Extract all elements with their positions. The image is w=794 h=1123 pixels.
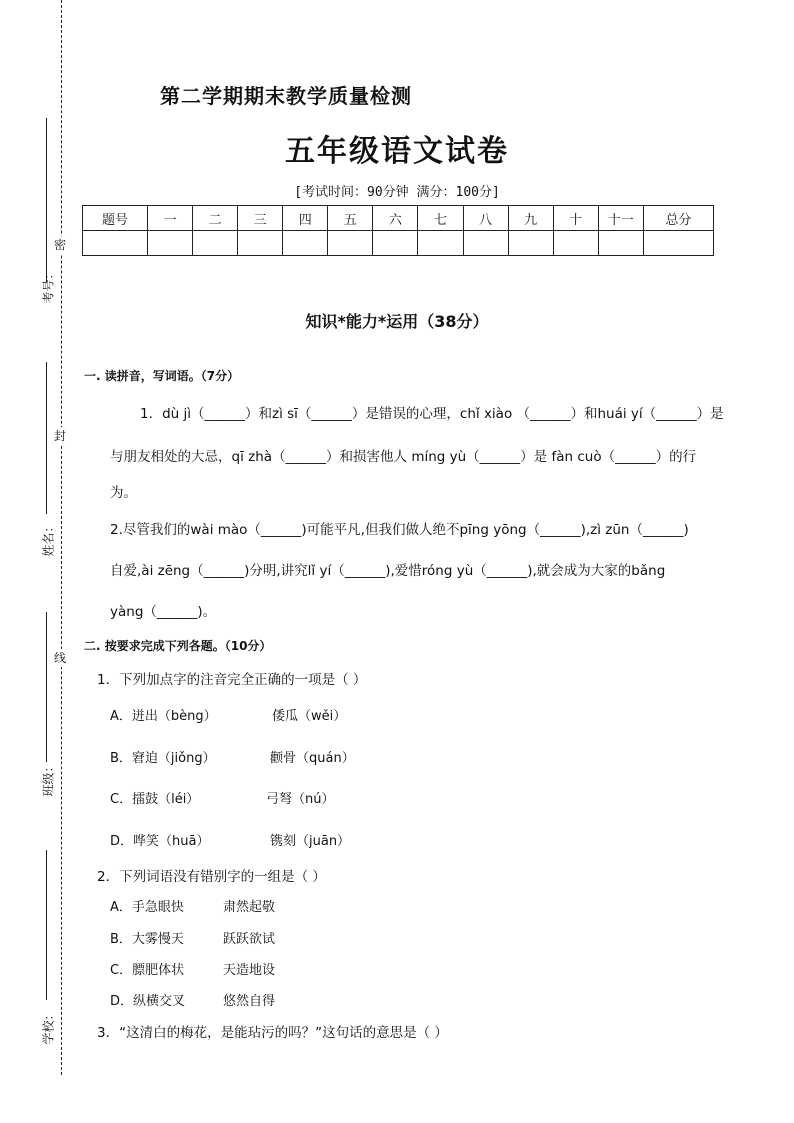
option-text: 迸出（bèng） [131, 709, 217, 724]
q1-line: 2.尽管我们的wài mào（______)可能平凡,但我们做人绝不pīng yōng（______),zì zūn（______) [110, 522, 689, 538]
q1-line: 1．dù jì（______）和zì sī（______）是错误的心理，chǐ xiào （______）和huái yí（______）是 [140, 406, 724, 422]
option-label: D． [110, 994, 134, 1009]
option-text: 大雾慢天 [131, 932, 184, 947]
seal-char-xian: 线 [54, 651, 67, 665]
q2-2-option-b[interactable] [110, 928, 184, 947]
q2-1-option-c[interactable] [110, 788, 199, 807]
q2-1-option-d[interactable] [110, 830, 209, 849]
score-table-score-row [83, 231, 714, 256]
q2-2-option-a[interactable] [110, 896, 184, 915]
q2-2-option-c-second: 天造地设 [223, 963, 276, 978]
exam-number-label: 考号： [41, 267, 56, 304]
option-text: 擂鼓（léi） [132, 792, 200, 807]
q2-1-option-b[interactable] [110, 747, 216, 766]
q2-1-option-b-second: 颧骨（quán） [270, 751, 355, 766]
q2-2-option-d-second: 悠然自得 [223, 994, 276, 1009]
option-label: A． [110, 709, 132, 724]
exam-subtitle: 第二学期期末教学质量检测 [160, 84, 412, 108]
q2-2-option-c[interactable] [110, 959, 184, 978]
score-cell[interactable] [553, 231, 598, 256]
q2-heading: 二. 按要求完成下列各题。（10分） [84, 639, 272, 653]
q2-1-option-d-second: 镌刻（juān） [270, 834, 351, 849]
exam-info: [考试时间：90分钟 满分：100分] [294, 185, 500, 200]
option-label: B． [110, 932, 132, 947]
score-header-cell: 十一 [598, 206, 643, 231]
score-cell[interactable] [598, 231, 643, 256]
q1-line: yàng（______)。 [110, 604, 217, 620]
q2-2-option-b-second: 跃跃欲试 [223, 932, 276, 947]
q2-2-stem: 2．下列词语没有错别字的一组是（ ） [97, 869, 326, 885]
option-label: D． [110, 834, 134, 849]
q2-1-option-a-second: 倭瓜（wěi） [272, 709, 347, 724]
option-label: C． [110, 792, 133, 807]
name-label: 姓名： [41, 520, 56, 557]
option-label: B． [110, 751, 132, 766]
score-cell[interactable] [373, 231, 418, 256]
score-header-cell: 二 [193, 206, 238, 231]
score-header-cell: 九 [508, 206, 553, 231]
score-header-cell: 十 [553, 206, 598, 231]
q1-line: 与朋友相处的大忌，qī zhà（______）和损害他人 míng yù（______）是 fàn cuò（______）的行 [110, 449, 697, 465]
score-header-cell: 题号 [83, 206, 148, 231]
q2-1-option-a[interactable] [110, 705, 217, 724]
q1-line: 为。 [110, 485, 137, 501]
option-text: 窘迫（jiǒng） [131, 751, 216, 766]
score-cell[interactable] [283, 231, 328, 256]
seal-char-mi: 密 [54, 238, 67, 252]
q2-2-option-d[interactable] [110, 990, 185, 1009]
seal-char-feng: 封 [54, 429, 67, 443]
score-header-cell: 五 [328, 206, 373, 231]
q2-2-option-a-second: 肃然起敬 [223, 900, 276, 915]
score-cell[interactable] [463, 231, 508, 256]
score-cell[interactable] [643, 231, 713, 256]
score-header-cell: 六 [373, 206, 418, 231]
option-label: C． [110, 963, 133, 978]
school-line [46, 850, 47, 1000]
score-table-header-row [83, 206, 714, 231]
score-header-cell: 四 [283, 206, 328, 231]
section-title: 知识*能力*运用（38分） [305, 312, 489, 331]
score-cell[interactable] [83, 231, 148, 256]
option-text: 哗笑（huā） [133, 834, 210, 849]
option-text: 膘肥体状 [132, 963, 185, 978]
score-cell[interactable] [328, 231, 373, 256]
score-table [82, 205, 714, 256]
score-header-cell: 七 [418, 206, 463, 231]
score-cell[interactable] [508, 231, 553, 256]
option-text: 纵横交叉 [133, 994, 186, 1009]
q1-heading: 一. 读拼音，写词语。（7分） [84, 369, 240, 383]
q1-line: 自爱,ài zēng（______)分明,讲究lǐ yí（______),爱惜róng yù（______),就会成为大家的bǎng [110, 563, 666, 579]
score-header-cell: 八 [463, 206, 508, 231]
option-label: A． [110, 900, 132, 915]
option-text: 手急眼快 [131, 900, 184, 915]
name-line [46, 362, 47, 514]
score-cell[interactable] [418, 231, 463, 256]
exam-title: 五年级语文试卷 [285, 134, 509, 169]
q2-1-option-c-second: 弓弩（nú） [266, 792, 335, 807]
score-header-cell: 总分 [643, 206, 713, 231]
q2-3-stem: 3．“这清白的梅花，是能玷污的吗？”这句话的意思是（ ） [97, 1025, 448, 1041]
class-label: 班级： [41, 760, 56, 797]
class-line [46, 612, 47, 762]
q2-1-stem: 1．下列加点字的注音完全正确的一项是（ ） [97, 672, 367, 688]
school-label: 学校： [41, 1008, 56, 1045]
score-header-cell: 一 [148, 206, 193, 231]
score-cell[interactable] [148, 231, 193, 256]
score-cell[interactable] [193, 231, 238, 256]
score-header-cell: 三 [238, 206, 283, 231]
score-cell[interactable] [238, 231, 283, 256]
